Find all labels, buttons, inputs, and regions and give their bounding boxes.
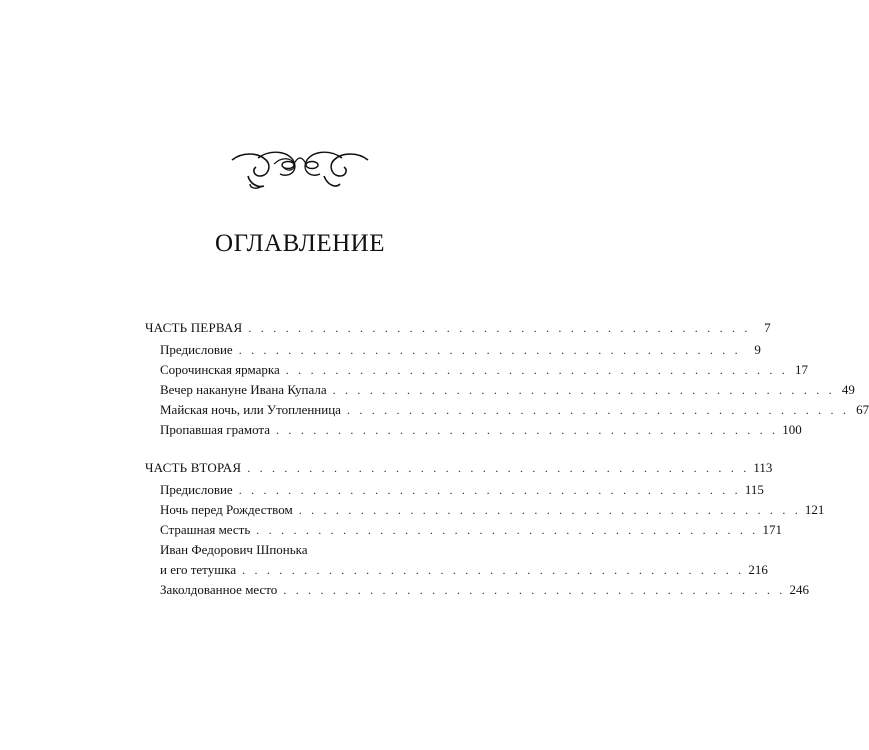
page-number: 100 [782,422,802,437]
page-number: 171 [762,522,782,537]
page-number: 246 [789,582,810,597]
toc-entry[interactable] [145,500,825,520]
page-number: 113 [753,460,773,475]
section-spacer [145,440,445,458]
entry-label: Заколдованное место [160,582,278,597]
dot-leader: . . . . . . . . . . . . . . . . . . . . . . . . . . . . . . . . . . . . . . . . . [332,383,835,397]
toc-entry[interactable] [145,520,782,540]
part-label: ЧАСТЬ ВТОРАЯ [145,460,242,475]
dot-leader: . . . . . . . . . . . . . . . . . . . . . . . . . . . . . . . . . . . . . . . . . [285,363,788,377]
page-number: 17 [794,362,808,377]
dot-leader: . . . . . . . . . . . . . . . . . . . . . . . . . . . . . . . . . . . . . . . . . [238,483,741,497]
dot-leader: . . . . . . . . . . . . . . . . . . . . . . . . . . . . . . . . . . . . . . . . . [346,403,850,417]
dot-leader: . . . . . . . . . . . . . . . . . . . . . . . . . . . . . . . . . . . . . . . . . [283,583,786,597]
entry-label: и его тетушка [160,562,237,577]
dot-leader: . . . . . . . . . . . . . . . . . . . . . . . . . . . . . . . . . . . . . . . . . [256,523,759,537]
page-number: 49 [841,382,855,397]
part-label: ЧАСТЬ ПЕРВАЯ [145,320,243,335]
entry-label: Майская ночь, или Утопленница [160,402,341,417]
entry-label: Сорочинская ярмарка [160,362,280,377]
entry-label: Предисловие [160,482,233,497]
page-number: 67 [856,402,869,417]
toc-entry[interactable] [145,480,764,500]
toc-entry[interactable] [145,380,855,400]
toc-entry[interactable] [145,400,869,420]
entry-label: Предисловие [160,342,233,357]
dot-leader: . . . . . . . . . . . . . . . . . . . . . . . . . . . . . . . . . . . . . . . . . [242,563,745,577]
entry-label: Ночь перед Рождеством [160,502,293,517]
toc-part-entry[interactable] [145,458,773,478]
table-of-contents [145,318,869,600]
page-number: 121 [804,502,825,517]
page-number: 115 [744,482,764,497]
entry-label: Вечер накануне Ивана Купала [160,382,327,397]
page-title: ОГЛАВЛЕНИЕ [215,230,385,257]
dot-leader: . . . . . . . . . . . . . . . . . . . . . . . . . . . . . . . . . . . . . . . . . [298,503,801,517]
dot-leader: . . . . . . . . . . . . . . . . . . . . . . . . . . . . . . . . . . . . . . . . . [248,321,751,335]
dot-leader: . . . . . . . . . . . . . . . . . . . . . . . . . . . . . . . . . . . . . . . . . [238,343,741,357]
page-number: 7 [764,320,771,335]
page-number: 9 [754,342,761,357]
toc-entry[interactable] [145,580,810,600]
entry-label: Страшная месть [160,522,251,537]
toc-entry[interactable] [145,420,802,440]
entry-label-line1: Иван Федорович Шпонька [160,542,308,557]
toc-entry[interactable] [145,340,761,360]
toc-entry-continuation [145,560,768,580]
page-number: 216 [748,562,768,577]
dot-leader: . . . . . . . . . . . . . . . . . . . . . . . . . . . . . . . . . . . . . . . . . [276,423,779,437]
entry-label: Пропавшая грамота [160,422,271,437]
toc-entry[interactable] [145,360,808,380]
dot-leader: . . . . . . . . . . . . . . . . . . . . . . . . . . . . . . . . . . . . . . . . . [247,461,750,475]
toc-entry-multiline[interactable] [145,540,768,580]
decorative-flourish-icon [228,146,372,192]
toc-part-entry[interactable] [145,318,771,338]
